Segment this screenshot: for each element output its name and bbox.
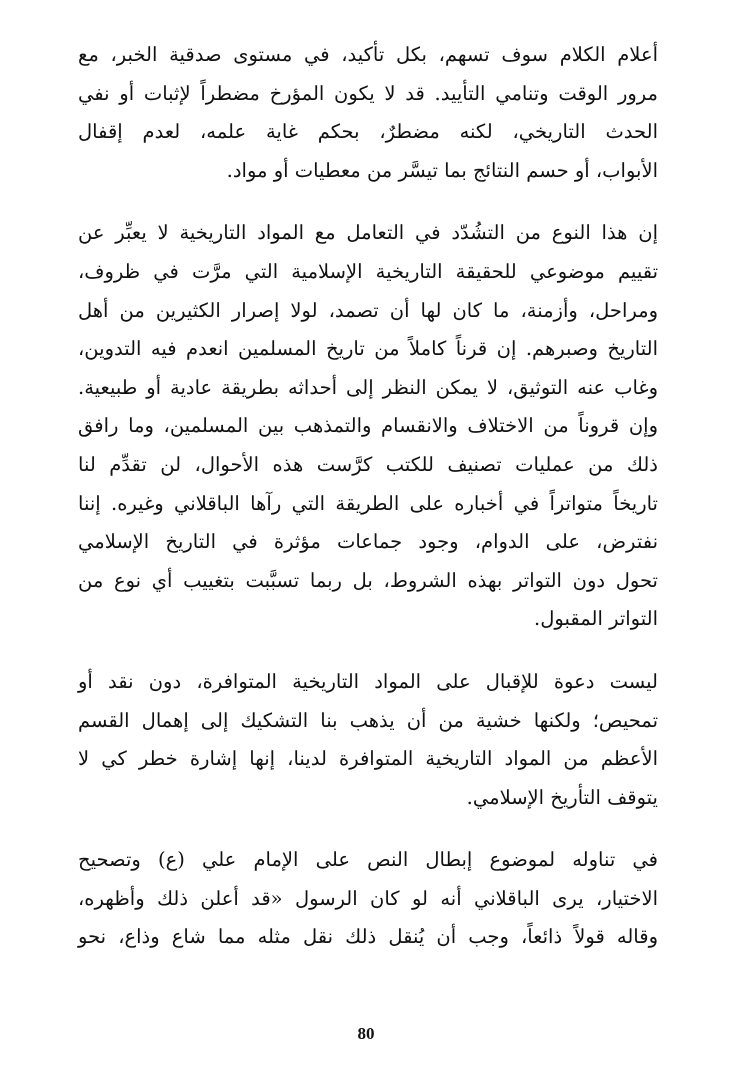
paragraph-1 — [78, 36, 658, 190]
text-line: التواتر المقبول. — [534, 607, 658, 631]
text-line: تحول دون التواتر بهذه الشروط، بل ربما تسبَّبت بتغييب أي نوع من — [78, 568, 658, 592]
text-line: ومراحل، وأزمنة، ما كان لها أن تصمد، لولا إصرار الكثيرين من أهل — [78, 298, 658, 322]
text-line: تاريخاً متواتراً في أخباره على الطريقة التي رآها الباقلاني وغيره. إننا — [78, 491, 658, 515]
text-line: ليست دعوة للإقبال على المواد التاريخية المتوافرة، دون نقد أو — [78, 669, 658, 693]
page-number: 80 — [357, 1024, 375, 1043]
text-line: تقييم موضوعي للحقيقة التاريخية الإسلامية التي مرَّت في ظروف، — [78, 259, 658, 283]
text-line: إن هذا النوع من التشُدّد في التعامل مع المواد التاريخية لا يعبِّر عن — [78, 221, 658, 245]
text-line: الاختيار، يرى الباقلاني أنه لو كان الرسول «قد أعلن ذلك وأظهره، — [78, 886, 658, 910]
text-line: مرور الوقت وتنامي التأييد. قد لا يكون المؤرخ مضطراً لإثبات أو نفي — [78, 81, 658, 105]
text-line: التاريخ وصبرهم. إن قرناً كاملاً من تاريخ المسلمين انعدم فيه التدوين، — [78, 337, 658, 361]
text-line: في تناوله لموضوع إبطال النص على الإمام علي (ع) وتصحيح — [78, 848, 658, 872]
paragraph-3 — [78, 663, 658, 817]
text-line: ذلك من عمليات تصنيف للكتب كرَّست هذه الأحوال، لن تقدِّم لنا — [78, 452, 658, 476]
paragraph-4 — [78, 841, 658, 957]
text-line: وإن قروناً من الاختلاف والانقسام والتمذهب بين المسلمين، وما رافق — [78, 414, 658, 438]
text-line: وغاب عنه التوثيق، لا يمكن النظر إلى أحداثه بطريقة عادية أو طبيعية. — [78, 375, 658, 399]
text-line: يتوقف التأريخ الإسلامي. — [466, 785, 658, 809]
text-line: تمحيص؛ ولكنها خشية من أن يذهب بنا التشكيك إلى إهمال القسم — [78, 708, 658, 732]
text-line: وقاله قولاً ذائعاً، وجب أن يُنقل ذلك نقل مثله مما شاع وذاع، نحو — [78, 925, 658, 949]
text-line: الأعظم من المواد التاريخية المتوافرة لدينا، إنها إشارة خطر كي لا — [78, 747, 658, 771]
text-line: الأبواب، أو حسم النتائج بما تيسَّر من معطيات أو مواد. — [226, 158, 658, 182]
text-line: الحدث التاريخي، لكنه مضطرٌ، بحكم غاية علمه، لعدم إقفال — [78, 120, 658, 144]
page-body — [78, 36, 658, 981]
text-line: أعلام الكلام سوف تسهم، بكل تأكيد، في مستوى صدقية الخبر، مع — [78, 43, 658, 66]
text-line: نفترض، على الدوام، وجود جماعات مؤثرة في التاريخ الإسلامي — [78, 530, 658, 554]
paragraph-2 — [78, 214, 658, 639]
